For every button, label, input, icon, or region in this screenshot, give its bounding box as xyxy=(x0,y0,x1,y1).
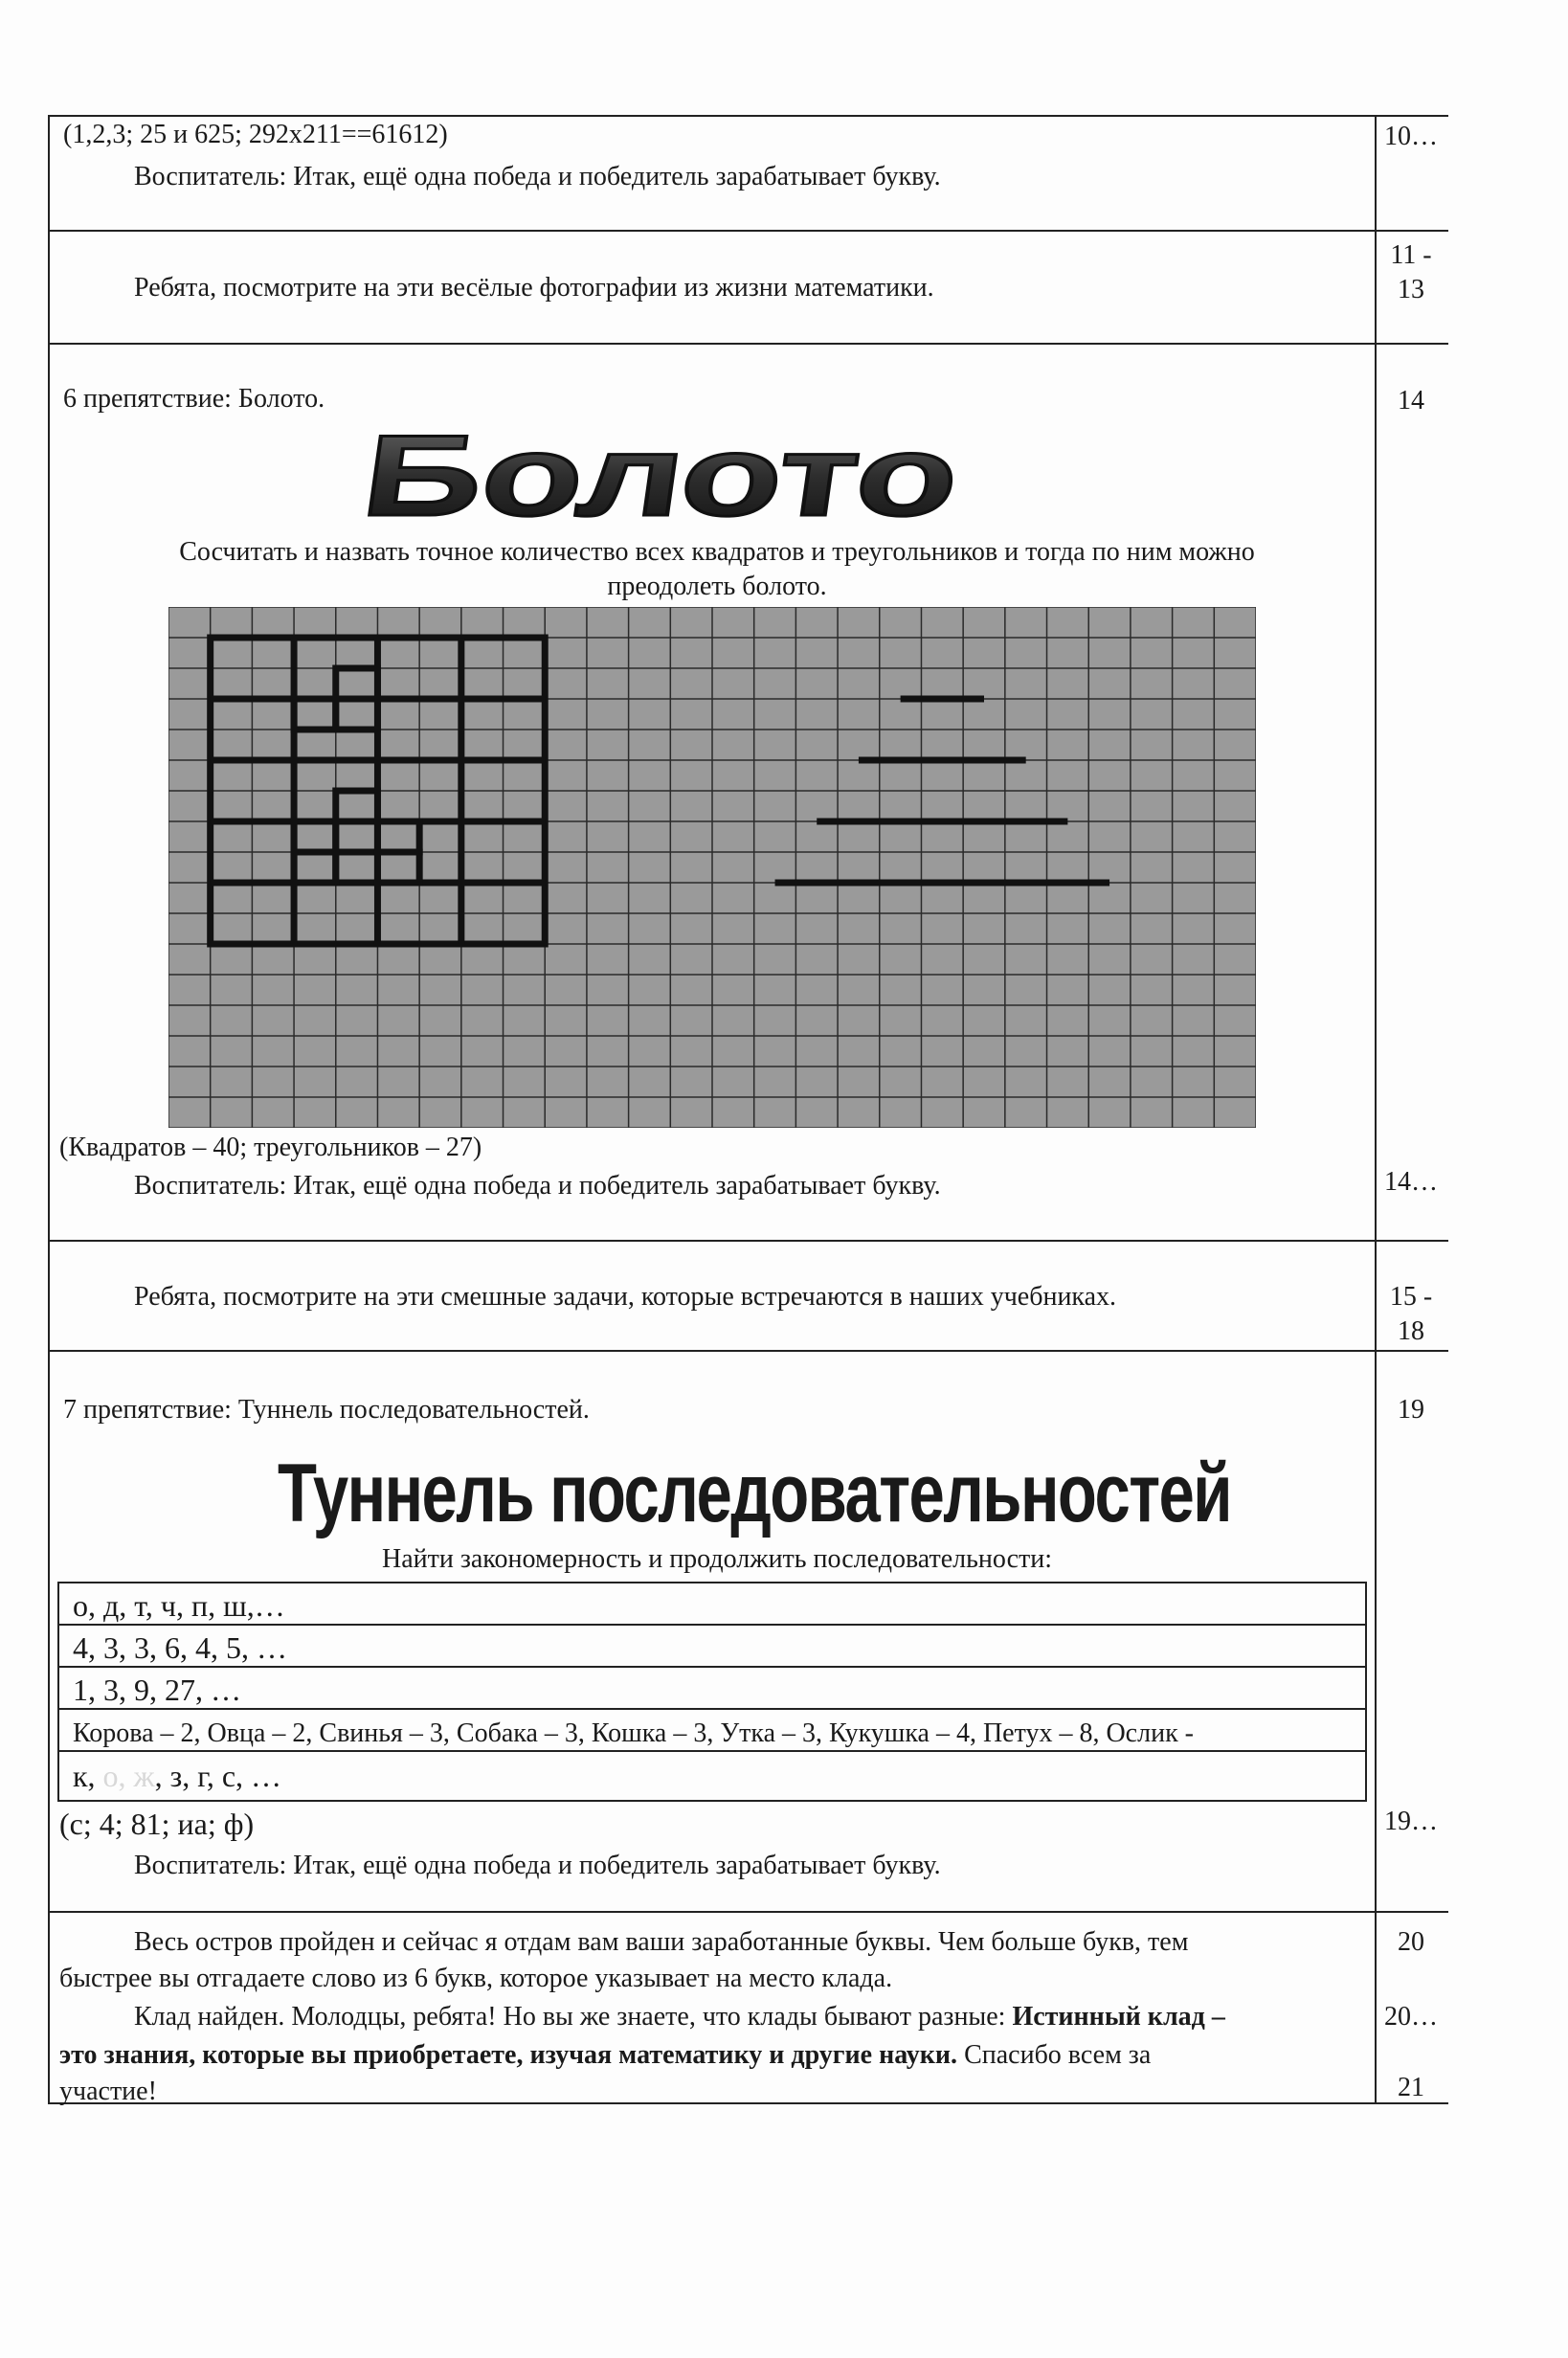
puzzle-grid xyxy=(168,607,1256,1128)
obstacle-title: 6 препятствие: Болото. xyxy=(63,384,325,414)
teacher-line: Воспитатель: Итак, ещё одна победа и победитель зарабатывает букву. xyxy=(134,1851,941,1880)
sequence-row xyxy=(59,1668,1365,1710)
closing-paragraph: быстрее вы отгадаете слово из 6 букв, которое указывает на место клада. xyxy=(59,1964,893,1993)
task-text: Найти закономерность и продолжить последовательности: xyxy=(381,1544,1053,1574)
obstacle-title: 7 препятствие: Туннель последовательностей. xyxy=(63,1395,590,1425)
page-ref: 20… xyxy=(1384,2002,1438,2032)
sequence-row xyxy=(59,1626,1365,1668)
sequence-row xyxy=(59,1752,1365,1794)
sequence-text: 4, 3, 3, 6, 4, 5, … xyxy=(73,1630,287,1665)
page-ref: 19… xyxy=(1384,1807,1438,1836)
task-text: Сосчитать и назвать точное количество всех квадратов и треугольников и тогда по ним можно xyxy=(179,537,1255,567)
instruction-text: Ребята, посмотрите на эти смешные задачи, которые встречаются в наших учебниках. xyxy=(134,1282,1117,1312)
table-line xyxy=(48,230,1448,232)
wordart-boloto xyxy=(316,412,1024,546)
page-ref: 18 xyxy=(1398,1316,1424,1346)
table-line xyxy=(48,115,50,2103)
sequence-text: 1, 3, 9, 27, … xyxy=(73,1673,241,1707)
closing-bold: это знания, которые вы приобретаете, изучая математику и другие науки. xyxy=(59,2040,958,2070)
sequence-row xyxy=(59,1710,1365,1752)
answer-text: (Квадратов – 40; треугольников – 27) xyxy=(59,1133,482,1162)
closing-paragraph xyxy=(59,2039,1151,2072)
table-line xyxy=(48,1240,1448,1242)
closing-text: Спасибо всем за xyxy=(957,2040,1152,2070)
table-line xyxy=(48,1911,1448,1913)
page-ref: 21 xyxy=(1398,2073,1424,2102)
closing-paragraph: участие! xyxy=(59,2077,157,2106)
sequence-part: о, xyxy=(102,1759,134,1793)
closing-bold: Истинный клад – xyxy=(1012,2002,1225,2032)
page-ref: 19 xyxy=(1398,1395,1424,1425)
page-ref: 14 xyxy=(1398,386,1424,415)
page-ref: 11 - xyxy=(1390,240,1432,270)
sequence-row xyxy=(59,1583,1365,1626)
sequence-part: к, xyxy=(73,1759,103,1793)
page-ref: 10… xyxy=(1384,122,1438,151)
table-line xyxy=(48,1350,1448,1352)
teacher-line: Воспитатель: Итак, ещё одна победа и победитель зарабатывает букву. xyxy=(134,162,941,191)
page-ref: 20 xyxy=(1398,1927,1424,1957)
teacher-line: Воспитатель: Итак, ещё одна победа и победитель зарабатывает букву. xyxy=(134,1171,941,1201)
closing-paragraph xyxy=(134,2001,1225,2033)
closing-text: Клад найден. Молодцы, ребята! Но вы же знаете, что клады бывают разные: xyxy=(134,2002,1013,2032)
sequence-text: о, д, т, ч, п, ш,… xyxy=(73,1588,285,1623)
sequence-part: ж xyxy=(133,1759,155,1793)
answer-text: (с; 4; 81; иа; ф) xyxy=(59,1807,255,1841)
answer-text: (1,2,3; 25 и 625; 292x211==61612) xyxy=(63,120,448,149)
page-ref: 15 - xyxy=(1389,1282,1433,1312)
table-line xyxy=(48,2102,1448,2104)
instruction-text: Ребята, посмотрите на эти весёлые фотографии из жизни математики. xyxy=(134,273,934,303)
table-line xyxy=(48,115,1448,117)
table-line xyxy=(48,343,1448,345)
sequence-text xyxy=(73,1758,281,1797)
sequence-table xyxy=(57,1582,1367,1802)
sequence-part: , з, г, с, … xyxy=(154,1759,282,1793)
closing-paragraph: Весь остров пройден и сейчас я отдам вам ваши заработанные буквы. Чем больше букв, тем xyxy=(134,1927,1189,1957)
page-ref: 13 xyxy=(1398,275,1424,304)
page-ref: 14… xyxy=(1384,1167,1438,1197)
wordart-text: Болото xyxy=(355,412,788,540)
sequence-text: Корова – 2, Овца – 2, Свинья – 3, Собака – 3, Кошка – 3, Утка – 3, Кукушка – 4, Петух – 8, Ослик - xyxy=(73,1718,1194,1748)
task-text: преодолеть болото. xyxy=(607,572,827,601)
wordart-tunnel: Туннель последовательностей xyxy=(278,1448,1231,1539)
